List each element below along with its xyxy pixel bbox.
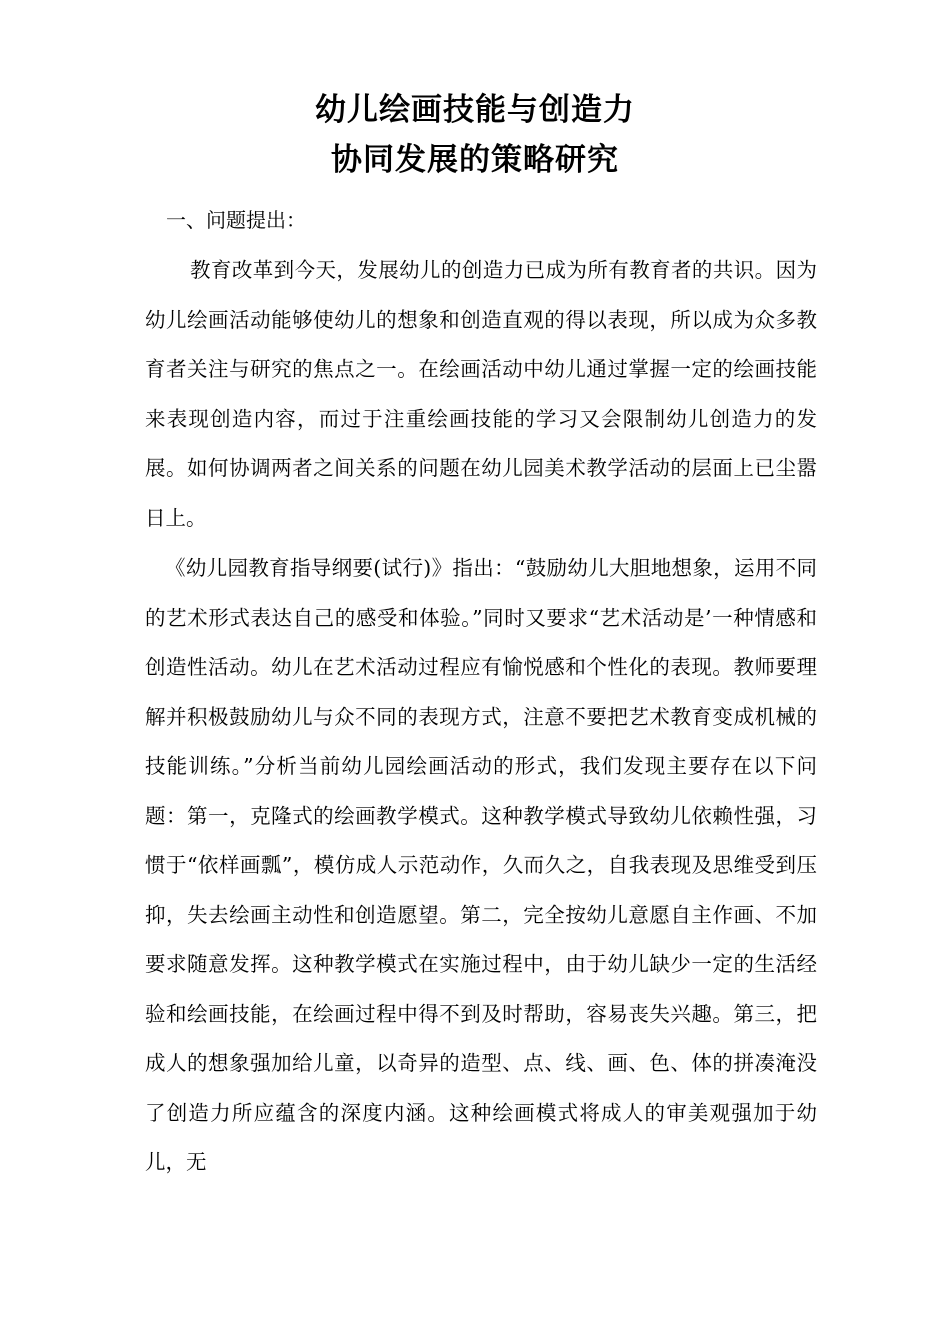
body-paragraph-2: 《幼儿园教育指导纲要(试行)》指出：“鼓励幼儿大胆地想象，运用不同的艺术形式表达自己的感受和体验。”同时又要求“艺术活动是’一种情感和创造性活动。幼儿在艺术活动过程应有愉悦感和个性化的表现。教师要理解并积极鼓励幼儿与众不同的表现方式，注意不要把艺术教育变成机械的技能训练。”分析当前幼儿园绘画活动的形式，我们发现主要存在以下问题：第一，克隆式的绘画教学模式。这种教学模式导致幼儿依赖性强，习惯于“依样画瓢”，模仿成人示范动作，久而久之，自我表现及思维受到压抑，失去绘画主动性和创造愿望。第二，完全按幼儿意愿自主作画、不加要求随意发挥。这种教学模式在实施过程中，由于幼儿缺少一定的生活经验和绘画技能，在绘画过程中得不到及时帮助，容易丧失兴趣。第三，把成人的想象强加给儿童，以奇异的造型、点、线、画、色、体的拼凑淹没了创造力所应蕴含的深度内涵。这种绘画模式将成人的审美观强加于幼儿，无	[145, 556, 817, 1174]
section-heading: 一、问题提出：	[166, 208, 306, 232]
body-paragraph-1: 教育改革到今天，发展幼儿的创造力已成为所有教育者的共识。因为幼儿绘画活动能够使幼儿的想象和创造直观的得以表现，所以成为众多教育者关注与研究的焦点之一。在绘画活动中幼儿通过掌握一定的绘画技能来表现创造内容，而过于注重绘画技能的学习又会限制幼儿创造力的发展。如何协调两者之间关系的问题在幼儿园美术教学活动的层面上已尘嚣日上。	[145, 258, 817, 530]
document-title-line-1: 幼儿绘画技能与创造力	[315, 92, 635, 128]
document-title-line-2: 协同发展的策略研究	[331, 142, 619, 178]
